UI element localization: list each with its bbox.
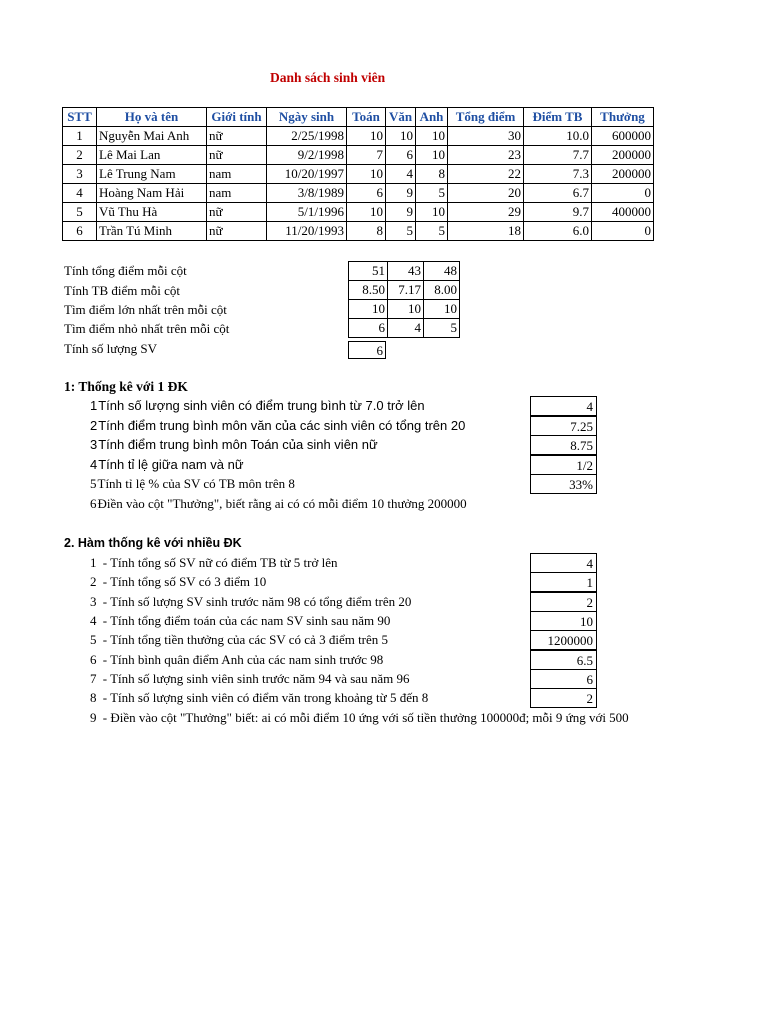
question-text: - Tính tổng số SV nữ có điểm TB từ 5 trở lên	[99, 555, 338, 570]
section2-question	[90, 555, 338, 571]
summary-cell-math[interactable]: 51	[349, 262, 388, 281]
section2-question	[90, 632, 388, 648]
question-number: 7	[90, 671, 97, 686]
cell-english[interactable]: 5	[416, 184, 448, 203]
cell-math[interactable]: 7	[347, 146, 386, 165]
summary-label: Tính tổng điểm mỗi cột	[64, 263, 187, 278]
cell-total[interactable]: 20	[448, 184, 524, 203]
header-english[interactable]: Anh	[416, 108, 448, 127]
question-text: Tính số lượng sinh viên có điểm trung bình từ 7.0 trở lên	[98, 398, 425, 413]
cell-bonus[interactable]: 200000	[592, 146, 654, 165]
cell-bonus[interactable]: 0	[592, 222, 654, 241]
question-number: 1	[90, 555, 97, 570]
section2-question	[90, 690, 428, 706]
cell-literature[interactable]: 9	[386, 203, 416, 222]
answer-cell[interactable]: 2	[530, 592, 597, 612]
header-math[interactable]: Toán	[347, 108, 386, 127]
cell-english[interactable]: 5	[416, 222, 448, 241]
cell-bonus[interactable]: 0	[592, 184, 654, 203]
cell-birthdate[interactable]: 2/25/1998	[267, 127, 347, 146]
table-row	[63, 127, 654, 146]
section2-question	[90, 671, 409, 687]
header-gender[interactable]: Giới tính	[207, 108, 267, 127]
answer-cell[interactable]: 1/2	[530, 455, 597, 475]
table-row	[63, 203, 654, 222]
summary-cell-literature[interactable]: 4	[388, 319, 424, 338]
question-text: Tính tỉ lệ % của SV có TB môn trên 8	[97, 476, 295, 491]
answer-cell[interactable]: 6.5	[530, 650, 597, 670]
summary-cell-english[interactable]: 10	[424, 300, 460, 319]
summary-row	[349, 262, 460, 281]
cell-average[interactable]: 6.0	[524, 222, 592, 241]
table-row	[63, 146, 654, 165]
answer-cell[interactable]: 4	[530, 396, 597, 416]
summary-cell-english[interactable]: 5	[424, 319, 460, 338]
answer-cell[interactable]: 2	[530, 688, 597, 708]
table-row	[63, 184, 654, 203]
question-number: 2	[90, 574, 97, 589]
cell-literature[interactable]: 6	[386, 146, 416, 165]
cell-math[interactable]: 10	[347, 203, 386, 222]
question-number: 3	[90, 437, 98, 452]
cell-name[interactable]: Hoàng Nam Hải	[97, 184, 207, 203]
table-header-row	[63, 108, 654, 127]
question-text: Tính điểm trung bình môn văn của các sinh viên có tổng trên 20	[98, 418, 466, 433]
cell-average[interactable]: 7.7	[524, 146, 592, 165]
summary-cell-english[interactable]: 48	[424, 262, 460, 281]
cell-math[interactable]: 10	[347, 165, 386, 184]
answer-cell[interactable]: 33%	[530, 474, 597, 494]
cell-gender[interactable]: nữ	[207, 127, 267, 146]
question-number: 4	[90, 613, 97, 628]
question-number: 5	[90, 632, 97, 647]
cell-literature[interactable]: 9	[386, 184, 416, 203]
page-title: Danh sách sinh viên	[270, 70, 386, 85]
section1-question	[90, 496, 467, 512]
section1-question	[90, 418, 465, 433]
cell-birthdate[interactable]: 10/20/1997	[267, 165, 347, 184]
cell-stt[interactable]: 4	[63, 184, 97, 203]
answer-cell[interactable]: 6	[530, 669, 597, 689]
cell-birthdate[interactable]: 3/8/1989	[267, 184, 347, 203]
summary-label: Tính số lượng SV	[64, 341, 158, 356]
section1-question	[90, 457, 244, 472]
question-number: 9	[90, 710, 97, 725]
summary-cell-literature[interactable]: 10	[388, 300, 424, 319]
summary-row	[349, 319, 460, 338]
question-number: 1	[90, 398, 98, 413]
question-text: - Tính số lượng sinh viên có điểm văn trong khoảng từ 5 đến 8	[99, 690, 429, 705]
cell-stt[interactable]: 2	[63, 146, 97, 165]
section2-question	[90, 710, 662, 726]
cell-gender[interactable]: nam	[207, 184, 267, 203]
section1-question	[90, 437, 378, 452]
cell-birthdate[interactable]: 5/1/1996	[267, 203, 347, 222]
answer-cell[interactable]: 1200000	[530, 630, 597, 650]
section1-question	[90, 476, 295, 492]
header-literature[interactable]: Văn	[386, 108, 416, 127]
cell-bonus[interactable]: 200000	[592, 165, 654, 184]
summary-label: Tính TB điểm mỗi cột	[64, 283, 181, 298]
question-number: 6	[90, 652, 97, 667]
question-number: 3	[90, 594, 97, 609]
section1-title: 1: Thống kê với 1 ĐK	[64, 379, 188, 394]
cell-gender[interactable]: nữ	[207, 222, 267, 241]
cell-average[interactable]: 6.7	[524, 184, 592, 203]
cell-average[interactable]: 9.7	[524, 203, 592, 222]
cell-birthdate[interactable]: 11/20/1993	[267, 222, 347, 241]
cell-name[interactable]: Trần Tú Minh	[97, 222, 207, 241]
answer-cell[interactable]: 7.25	[530, 416, 597, 436]
cell-math[interactable]: 6	[347, 184, 386, 203]
cell-total[interactable]: 30	[448, 127, 524, 146]
question-number: 8	[90, 690, 97, 705]
cell-math[interactable]: 8	[347, 222, 386, 241]
question-text: Tính điểm trung bình môn Toán của sinh viên nữ	[98, 437, 378, 452]
cell-name[interactable]: Vũ Thu Hà	[97, 203, 207, 222]
cell-name[interactable]: Lê Trung Nam	[97, 165, 207, 184]
cell-average[interactable]: 7.3	[524, 165, 592, 184]
cell-gender[interactable]: nam	[207, 165, 267, 184]
cell-stt[interactable]: 6	[63, 222, 97, 241]
question-number: 2	[90, 418, 98, 433]
cell-gender[interactable]: nữ	[207, 203, 267, 222]
header-bonus[interactable]: Thưởng	[592, 108, 654, 127]
student-count-cell[interactable]: 6	[348, 341, 386, 359]
cell-english[interactable]: 10	[416, 146, 448, 165]
cell-average[interactable]: 10.0	[524, 127, 592, 146]
header-average[interactable]: Điểm TB	[524, 108, 592, 127]
cell-english[interactable]: 10	[416, 203, 448, 222]
cell-total[interactable]: 18	[448, 222, 524, 241]
cell-total[interactable]: 29	[448, 203, 524, 222]
question-text: - Tính tổng số SV có 3 điểm 10	[99, 574, 267, 589]
section2-question	[90, 613, 390, 629]
cell-english[interactable]: 10	[416, 127, 448, 146]
cell-bonus[interactable]: 600000	[592, 127, 654, 146]
summary-cell-math[interactable]: 8.50	[349, 281, 388, 300]
summary-row	[349, 281, 460, 300]
question-text: - Tính số lượng SV sinh trước năm 98 có tổng điểm trên 20	[99, 594, 412, 609]
question-text: - Tính tổng tiền thưởng của các SV có cả 3 điểm trên 5	[99, 632, 389, 647]
cell-name[interactable]: Nguyễn Mai Anh	[97, 127, 207, 146]
summary-cell-english[interactable]: 8.00	[424, 281, 460, 300]
answer-cell[interactable]: 4	[530, 553, 597, 573]
question-text: - Tính tổng điểm toán của các nam SV sinh sau năm 90	[99, 613, 391, 628]
section1-question	[90, 398, 425, 413]
table-row	[63, 165, 654, 184]
table-row	[63, 222, 654, 241]
header-name[interactable]: Họ và tên	[97, 108, 207, 127]
cell-bonus[interactable]: 400000	[592, 203, 654, 222]
section2-question	[90, 652, 383, 668]
question-text: Điền vào cột "Thưởng", biết rằng ai có có mỗi điểm 10 thưởng 200000	[97, 496, 467, 511]
cell-gender[interactable]: nữ	[207, 146, 267, 165]
summary-label: Tìm điểm lớn nhất trên mỗi cột	[64, 302, 227, 317]
summary-cell-literature[interactable]: 43	[388, 262, 424, 281]
question-text: - Tính số lượng sinh viên sinh trước năm 94 và sau năm 96	[99, 671, 410, 686]
question-text: - Tính bình quân điểm Anh của các nam sinh trước 98	[99, 652, 384, 667]
question-number: 6	[90, 496, 97, 511]
header-stt[interactable]: STT	[63, 108, 97, 127]
summary-cell-math[interactable]: 10	[349, 300, 388, 319]
section2-question	[90, 574, 266, 590]
answer-cell[interactable]: 10	[530, 611, 597, 631]
cell-literature[interactable]: 5	[386, 222, 416, 241]
cell-total[interactable]: 22	[448, 165, 524, 184]
cell-birthdate[interactable]: 9/2/1998	[267, 146, 347, 165]
header-birthdate[interactable]: Ngày sinh	[267, 108, 347, 127]
summary-cell-math[interactable]: 6	[349, 319, 388, 338]
answer-cell[interactable]: 1	[530, 572, 597, 592]
question-number: 4	[90, 457, 98, 472]
cell-literature[interactable]: 4	[386, 165, 416, 184]
cell-name[interactable]: Lê Mai Lan	[97, 146, 207, 165]
summary-label: Tìm điểm nhỏ nhất trên mỗi cột	[64, 321, 230, 336]
summary-row	[349, 300, 460, 319]
summary-table	[348, 261, 460, 338]
answer-cell[interactable]: 8.75	[530, 435, 597, 455]
cell-stt[interactable]: 3	[63, 165, 97, 184]
cell-literature[interactable]: 10	[386, 127, 416, 146]
question-text: Tính tỉ lệ giữa nam và nữ	[98, 457, 244, 472]
section2-question	[90, 594, 411, 610]
question-number: 5	[90, 476, 97, 491]
cell-math[interactable]: 10	[347, 127, 386, 146]
summary-cell-literature[interactable]: 7.17	[388, 281, 424, 300]
student-table	[62, 107, 654, 241]
header-total[interactable]: Tổng điểm	[448, 108, 524, 127]
cell-stt[interactable]: 5	[63, 203, 97, 222]
question-text: - Điền vào cột "Thưởng" biết: ai có mỗi điểm 10 ứng với số tiền thưởng 100000đ; mỗi 9 ứng với 500	[99, 710, 629, 725]
cell-total[interactable]: 23	[448, 146, 524, 165]
cell-english[interactable]: 8	[416, 165, 448, 184]
section2-title: 2. Hàm thống kê với nhiều ĐK	[64, 536, 242, 550]
cell-stt[interactable]: 1	[63, 127, 97, 146]
